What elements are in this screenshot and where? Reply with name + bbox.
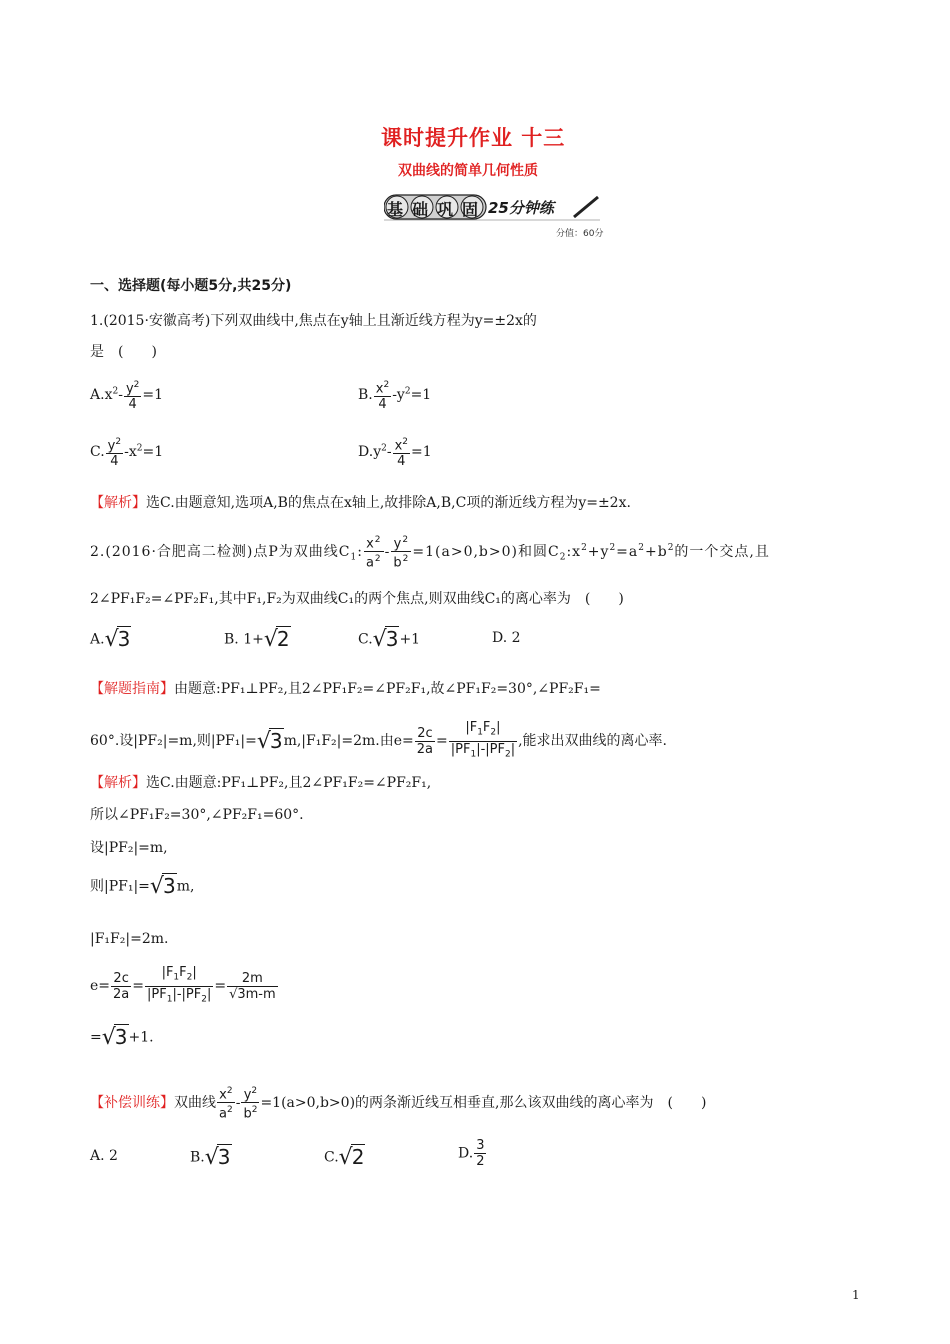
sol-value-fraction: $\frac{2m}{√3m-m}$	[229, 970, 276, 1002]
extra-option-b	[190, 1146, 232, 1169]
sqrt-3-symbol: √3	[104, 627, 131, 652]
extra-option-d-label: D.	[458, 1145, 474, 1162]
q2-option-c-label: C.	[358, 631, 373, 648]
extra-d-fraction: $\frac{3}{2}$	[476, 1138, 485, 1169]
badge-text: 基础巩固	[387, 200, 488, 219]
sqrt-2-symbol: √2	[338, 1145, 365, 1170]
extra-tag: 【补偿训练】	[90, 1094, 174, 1111]
extra-stem-prefix: 双曲线	[174, 1094, 216, 1111]
score-label: 分值：60分	[556, 229, 604, 239]
q1-b-fraction: $\frac{x^2}{4}$	[375, 380, 390, 413]
q1-option-b: B. $\frac{x^2}{4}$ $-y^2=1$	[358, 380, 432, 413]
q2-stem-line1: 2.(2016·合肥高二检测)点P为双曲线$C_1$: $\frac{x^2}{a^2}$ - $\frac{y^2}{b^2}$ =1(a>0,b>0)和圆$C_2:x^2+y^2=a^2+b^2$的一个交点,且	[90, 535, 770, 571]
q1-option-d: $D.y^2-$ $\frac{x^2}{4}$ =1	[358, 437, 432, 470]
q2-stem-tail: 的一个交点,且	[674, 543, 770, 560]
q2-stem-line2: 2∠PF₁F₂=∠PF₂F₁,其中F₁,F₂为双曲线C₁的两个焦点,则双曲线C₁的离心率为 ( )	[90, 591, 624, 607]
sqrt-3-symbol: √3	[256, 728, 283, 754]
basic-practice-badge	[384, 193, 600, 221]
sqrt-3-symbol: √3	[149, 874, 176, 899]
guide-e-fraction: $\frac{2c}{2a}$	[416, 725, 434, 757]
page-number: 1	[852, 1288, 860, 1302]
extra-stem-suffix: =1(a>0,b>0)的两条渐近线互相垂直,那么该双曲线的离心率为 ( )	[260, 1094, 707, 1111]
q1-c-fraction: $\frac{y^2}{4}$	[107, 437, 122, 470]
extra-stem: 【补偿训练】双曲线 $\frac{x^2}{a^2}$ - $\frac{y^2}{b^2}$ =1(a>0,b>0)的两条渐近线互相垂直,那么该双曲线的离心率为 ( )	[90, 1086, 707, 1122]
extra-x-fraction: $\frac{x^2}{a^2}$	[219, 1086, 233, 1122]
q1-stem-line2: 是 ( )	[90, 344, 157, 360]
q2-option-b	[224, 628, 291, 651]
q2-solution-line4: 则|PF₁|=√3m,	[90, 874, 195, 899]
extra-option-b-label: B.	[190, 1149, 205, 1166]
section-heading: 一、选择题(每小题5分,共25分)	[90, 278, 292, 294]
q2-option-a-label: A.	[90, 631, 105, 648]
q1-analysis-text: 选C.由题意知,选项A,B的焦点在x轴上,故排除A,B,C项的渐近线方程为y=±2x.	[146, 495, 631, 511]
page-title: 课时提升作业 十三	[381, 126, 566, 150]
q2-solution-text1: 选C.由题意:PF₁⊥PF₂,且2∠PF₁F₂=∠PF₂F₁,	[146, 775, 432, 791]
q1-d-fraction: $\frac{x^2}{4}$	[394, 437, 409, 470]
sol-e-fraction: $\frac{2c}{2a}$	[113, 970, 130, 1002]
q2-stem-suffix: =1(a>0,b>0)和圆C	[412, 543, 560, 560]
q2-solution-line6: e= $\frac{2c}{2a}$ = $\frac{|F_1F_2|}{|PF_1|-|PF_2|}$ = $\frac{2m}{√3m-m}$	[90, 965, 279, 1007]
page-subtitle: 双曲线的简单几何性质	[398, 163, 538, 179]
sqrt-3-symbol: √3	[372, 627, 399, 652]
q1-stem-line1: 1.(2015·安徽高考)下列双曲线中,焦点在y轴上且渐近线方程为y=±2x的	[90, 313, 537, 329]
q2-option-c-tail: +1	[399, 631, 421, 648]
q1-option-c-label: C.	[90, 444, 105, 461]
q1-a-fraction: $\frac{y^2}{4}$	[125, 380, 140, 413]
extra-option-c-label: C.	[324, 1149, 339, 1166]
extra-option-c	[324, 1146, 365, 1169]
q2-solution-line3: 设|PF₂|=m,	[90, 840, 168, 856]
q1-option-a-label: A.	[90, 387, 105, 404]
q1-option-b-label: B.	[358, 387, 373, 404]
q2-guide-text2b: m,|F₁F₂|=2m.由e=	[283, 733, 414, 750]
q2-option-a	[90, 628, 131, 651]
q2-solution-text4: 则|PF₁|=	[90, 878, 150, 895]
q2-option-c	[358, 628, 420, 651]
q2-solution-line7: =√3+1.	[90, 1025, 154, 1050]
q2-guide-tag: 【解题指南】	[90, 681, 174, 697]
q2-stem-prefix: 2.(2016·合肥高二检测)点P为双曲线C	[90, 543, 351, 560]
q2-solution-tag: 【解析】	[90, 775, 146, 791]
sqrt-2-symbol: √2	[263, 627, 290, 652]
q1-option-a: $A.x^2-$ $\frac{y^2}{4}$ =1	[90, 380, 164, 413]
guide-ratio-fraction: $\frac{|F_1F_2|}{|PF_1|-|PF_2|}$	[450, 720, 516, 760]
q2-y-fraction: $\frac{y^2}{b^2}$	[393, 535, 410, 571]
q2-option-b-label: B. 1+	[224, 631, 264, 648]
q2-guide-text2c: ,能求出双曲线的离心率.	[518, 733, 668, 750]
q1-analysis-tag: 【解析】	[90, 495, 146, 511]
q1-option-d-label: D.	[358, 444, 374, 461]
extra-y-fraction: $\frac{y^2}{b^2}$	[243, 1086, 258, 1122]
sqrt-3-symbol: √3	[204, 1145, 231, 1170]
q2-solution-line5: |F₁F₂|=2m.	[90, 931, 169, 947]
badge-time: 25分钟练	[488, 199, 554, 217]
q2-solution-tail: +1.	[128, 1029, 154, 1046]
q1-analysis	[90, 493, 631, 513]
sol-ratio-fraction: $\frac{|F_1F_2|}{|PF_1|-|PF_2|}$	[147, 965, 212, 1005]
q2-guide-line2: 60°.设|PF₂|=m,则|PF₁|=√3m,|F₁F₂|=2m.由e= $\frac{2c}{2a}$ = $\frac{|F_1F_2|}{|PF_1|-|PF_2|}$ ,能求出双曲线的离心率.	[90, 720, 667, 762]
q2-solution-line2: 所以∠PF₁F₂=30°,∠PF₂F₁=60°.	[90, 807, 304, 823]
extra-option-a: A. 2	[90, 1148, 118, 1164]
q2-guide-line1	[90, 679, 601, 699]
q2-x-fraction: $\frac{x^2}{a^2}$	[365, 535, 382, 571]
extra-option-d	[458, 1138, 487, 1169]
sqrt-3-symbol: √3	[101, 1025, 128, 1050]
q2-solution-line1	[90, 773, 431, 793]
q2-option-d: D. 2	[492, 630, 521, 646]
q1-option-c: C. $\frac{y^2}{4}$ $-x^2=1$	[90, 437, 164, 470]
q2-guide-text1: 由题意:PF₁⊥PF₂,且2∠PF₁F₂=∠PF₂F₁,故∠PF₁F₂=30°,∠PF₂F₁=	[174, 681, 601, 697]
q2-guide-text2a: 60°.设|PF₂|=m,则|PF₁|=	[90, 733, 257, 750]
